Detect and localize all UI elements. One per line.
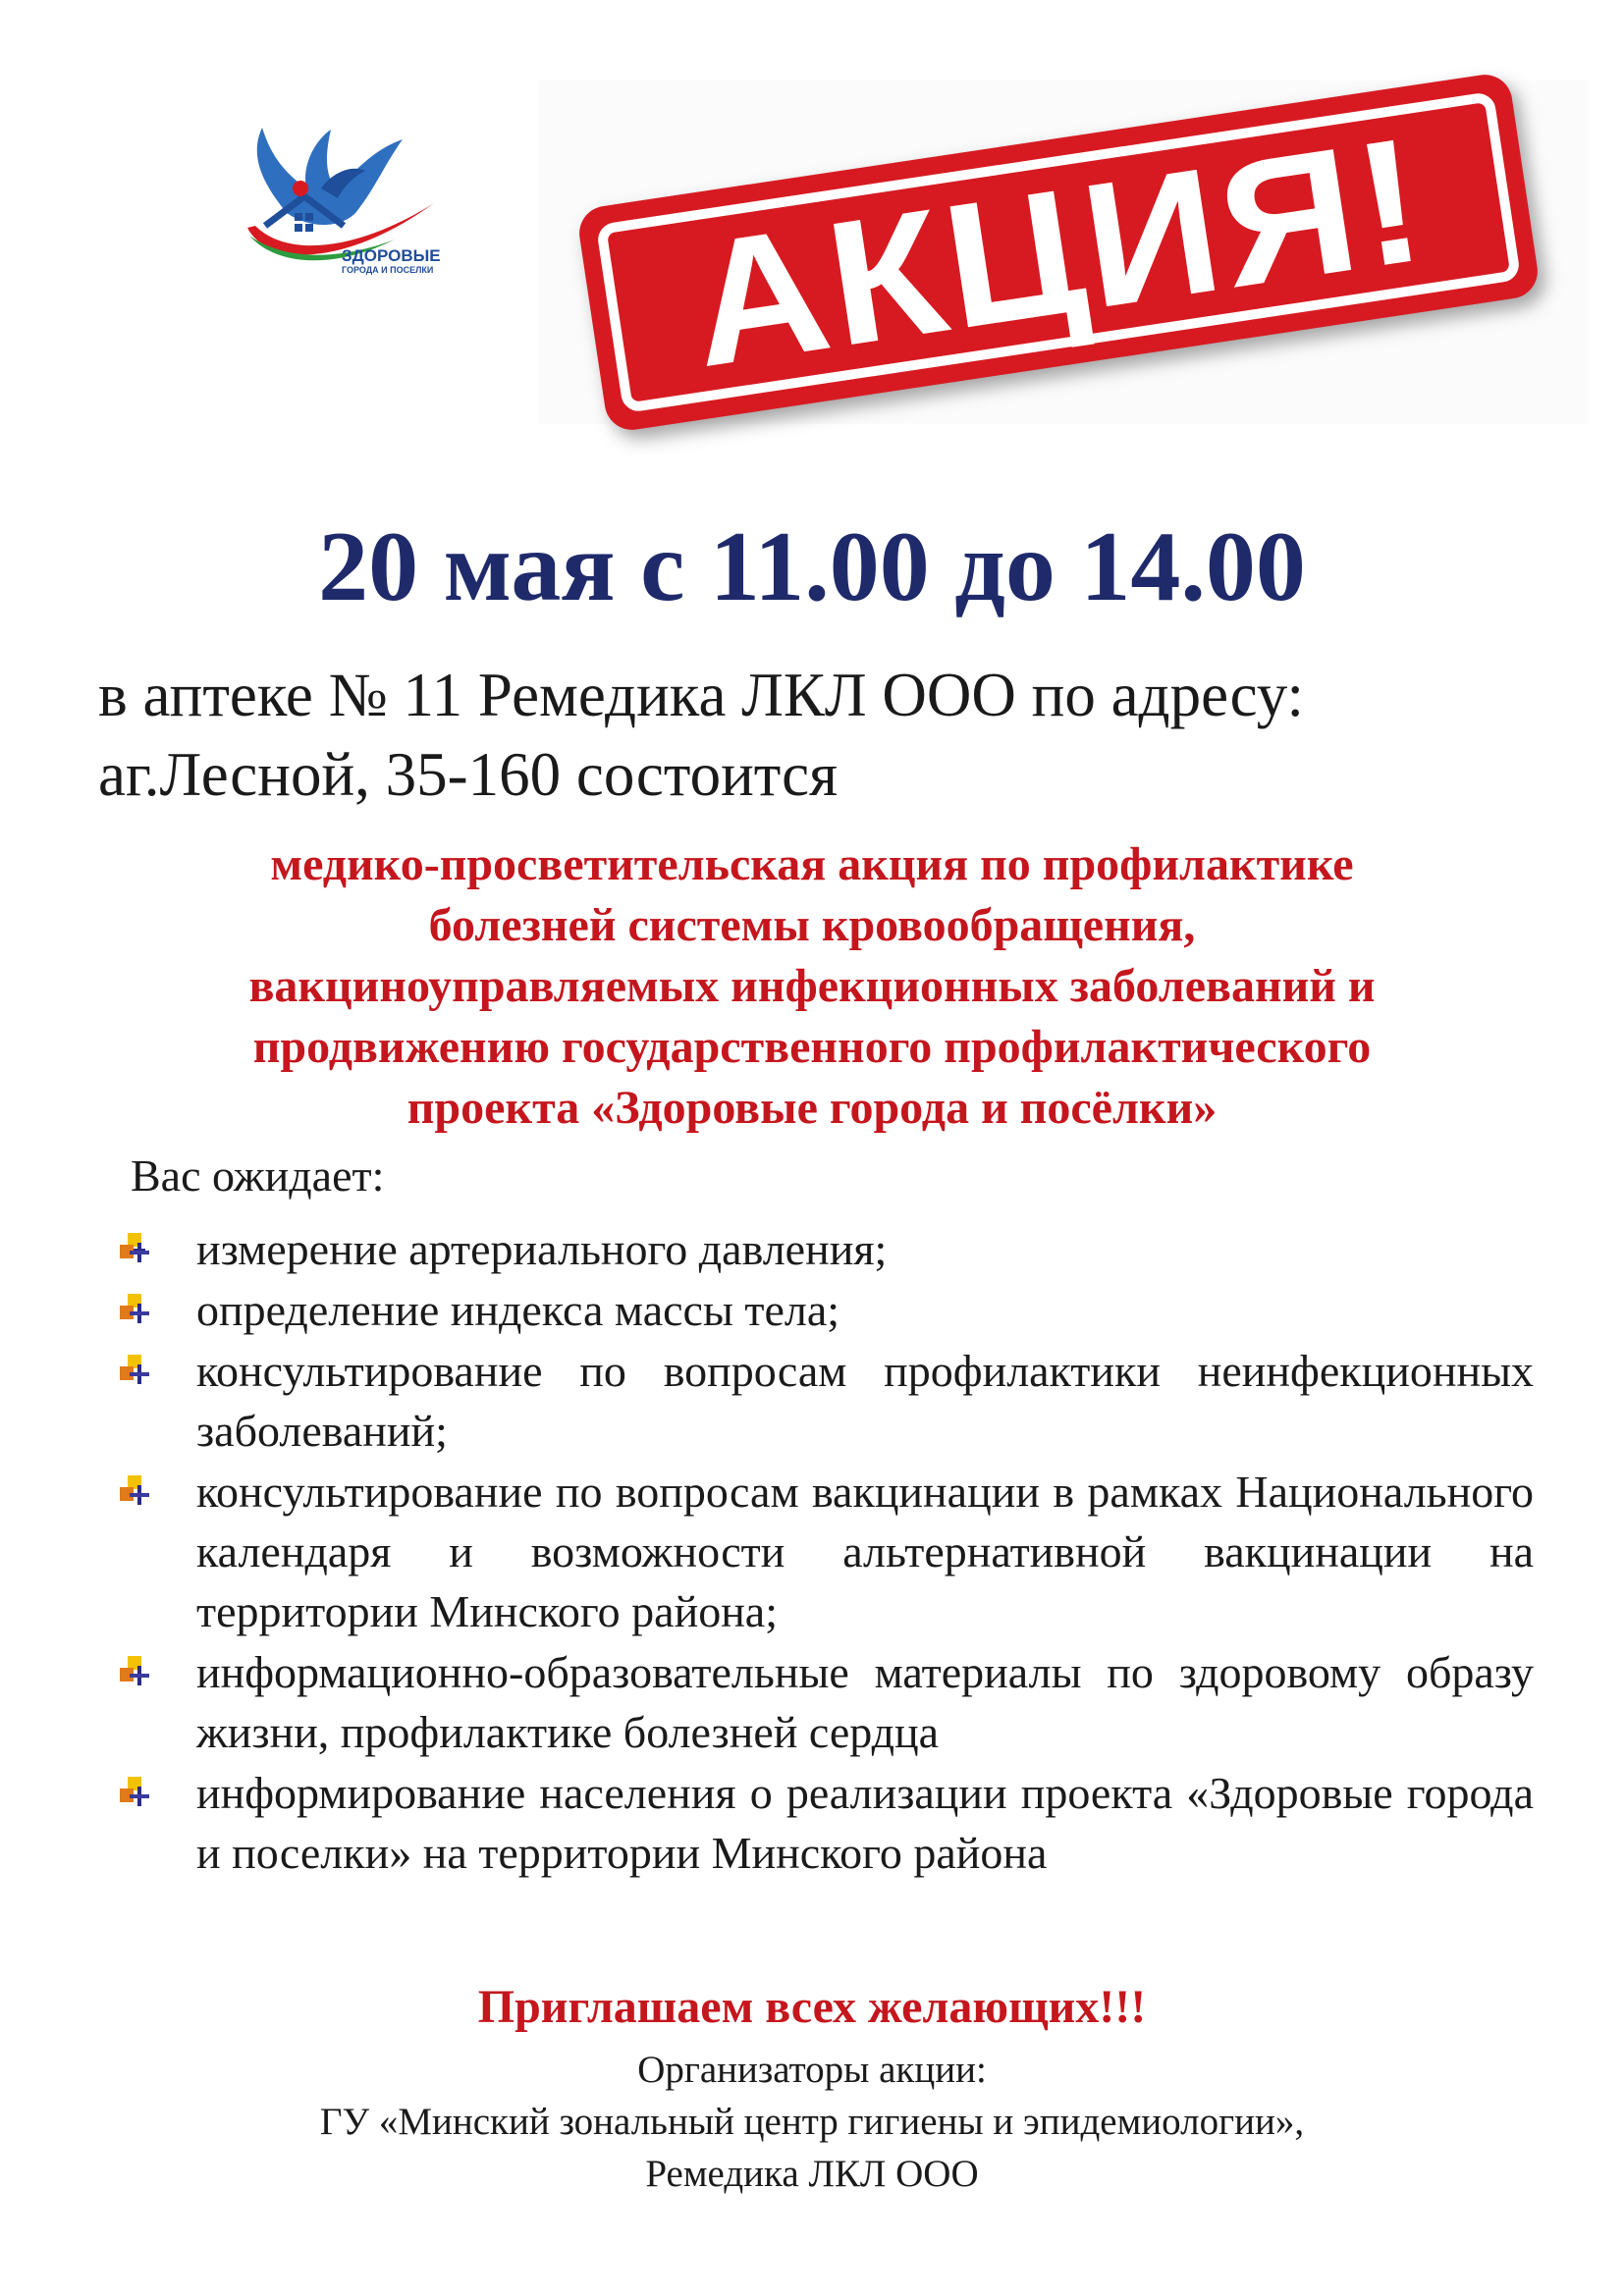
list-item bbox=[118, 1462, 1534, 1641]
campaign-line-4: продвижению государственного профилактического bbox=[252, 1021, 1372, 1073]
address-line-2: аг.Лесной, 35-160 состоится bbox=[98, 740, 839, 809]
list-item-text: консультирование по вопросам вакцинации в рамках Национального календаря и возможности альтернативной вакцинации на территории Минского района; bbox=[196, 1467, 1534, 1636]
event-date: 20 мая с 11.00 до 14.00 bbox=[318, 511, 1306, 622]
list-item-text: консультирование по вопросам профилактики неинфекционных заболеваний; bbox=[196, 1346, 1534, 1456]
invitation: Приглашаем всех желающих!!! bbox=[477, 1981, 1147, 2033]
list-item-text: информационно-образовательные материалы по здоровому образу жизни, профилактике болезней сердца bbox=[196, 1647, 1534, 1757]
bullet-icon bbox=[118, 1353, 161, 1392]
list-item bbox=[118, 1341, 1534, 1461]
organizers-label: Организаторы акции: bbox=[637, 2049, 987, 2091]
campaign-line-3: вакциноуправляемых инфекционных заболеваний и bbox=[248, 960, 1376, 1012]
services-list bbox=[118, 1219, 1534, 1883]
organizer-line-1: ГУ «Минский зональный центр гигиены и эпидемиологии», bbox=[319, 2101, 1305, 2143]
bullet-icon bbox=[118, 1231, 161, 1270]
bullet-icon bbox=[118, 1473, 161, 1513]
list-item bbox=[118, 1763, 1534, 1883]
stamp-area bbox=[538, 80, 1589, 424]
bullet-icon bbox=[118, 1292, 161, 1331]
list-item-text: определение индекса массы тела; bbox=[196, 1285, 840, 1335]
healthy-cities-logo bbox=[228, 120, 454, 287]
list-item bbox=[118, 1280, 1534, 1340]
logo-subtitle: ГОРОДА И ПОСЕЛКИ bbox=[342, 265, 434, 275]
list-item-text: информирование населения о реализации проекта «Здоровые города и поселки» на территории Минского района bbox=[196, 1768, 1534, 1878]
address-line-1: в аптеке № 11 Ремедика ЛКЛ ООО по адресу: bbox=[98, 661, 1304, 729]
bullet-icon bbox=[118, 1775, 161, 1814]
organizer-line-2: Ремедика ЛКЛ ООО bbox=[645, 2153, 979, 2195]
campaign-line-1: медико-просветительская акция по профилактике bbox=[270, 838, 1354, 890]
list-item-text: измерение артериального давления; bbox=[196, 1224, 888, 1274]
organizers bbox=[0, 2044, 1624, 2200]
event-address bbox=[98, 656, 1532, 815]
campaign-line-5: проекта «Здоровые города и посёлки» bbox=[406, 1082, 1218, 1134]
list-item bbox=[118, 1219, 1534, 1279]
list-item bbox=[118, 1642, 1534, 1762]
stamp-text: АКЦИЯ! bbox=[678, 99, 1438, 405]
logo-title: ЗДОРОВЫЕ bbox=[342, 246, 441, 265]
bullet-icon bbox=[118, 1654, 161, 1693]
expects-label: Вас ожидает: bbox=[131, 1150, 385, 1201]
campaign-description bbox=[59, 834, 1565, 1139]
campaign-line-2: болезней системы кровообращения, bbox=[428, 899, 1196, 951]
promo-stamp bbox=[575, 71, 1541, 433]
